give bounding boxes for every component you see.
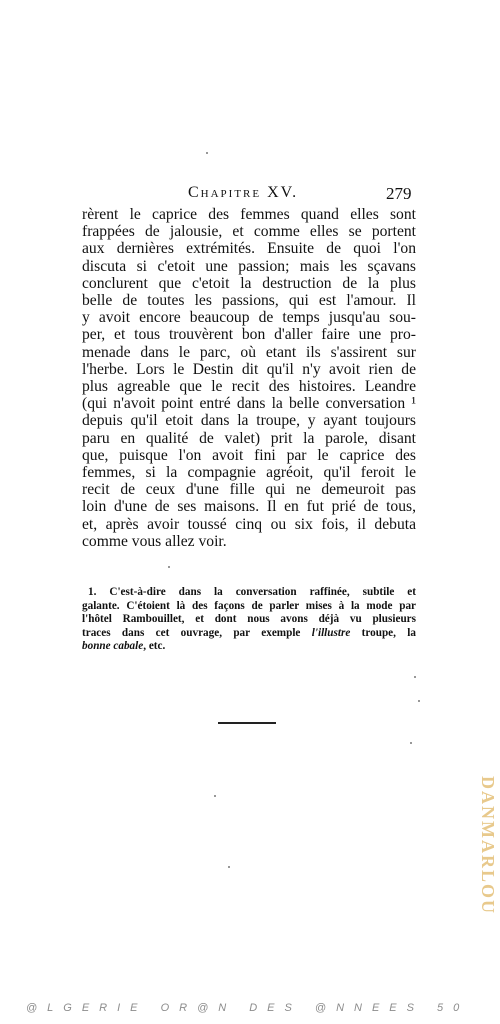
- text-line: frappées de jalousie, et comme elles se portent: [82, 223, 416, 241]
- text-line: plus agreable que le recit des histoires. Leandre: [82, 378, 416, 396]
- text-line: menade dans le parc, où etant ils s'assirent sur: [82, 343, 416, 361]
- text-line: que, puisque l'on avoit fini par le caprice des: [82, 446, 416, 464]
- body-text: [82, 206, 416, 550]
- text-line: y avoit encore beaucoup de temps jusqu'au sou-: [82, 309, 416, 327]
- page-number: 279: [386, 184, 412, 203]
- paper-speck: [418, 700, 420, 702]
- footnote-italic-term: l'illustre: [311, 626, 351, 639]
- footnote-line: 1. C'est-à-dire dans la conversation raffinée, subtile et: [88, 586, 416, 598]
- text-line: conclurent que c'etoit la destruction de la plus: [82, 274, 416, 292]
- paper-speck: [410, 742, 412, 744]
- section-end-rule: [218, 722, 276, 724]
- paper-speck: [228, 866, 230, 868]
- bottom-watermark: @LGERIE OR@N DES @NNEES 50: [26, 1002, 470, 1014]
- footnote: [82, 586, 416, 654]
- text-line: aux dernières extrémités. Ensuite de quoi l'on: [82, 240, 416, 258]
- paper-speck: [214, 795, 216, 797]
- text-line: depuis qu'il etoit dans la troupe, y ayant toujours: [82, 412, 416, 430]
- footnote-text: troupe, la: [350, 626, 416, 639]
- footnote-text: traces dans cet ouvrage, par exemple: [82, 626, 312, 639]
- paper-speck: [206, 152, 208, 154]
- text-line: et, après avoir toussé cinq ou six fois, il debuta: [82, 515, 416, 533]
- paper-speck: [168, 566, 170, 568]
- footnote-line: galante. C'étoient là des façons de parler mises à la mode par: [82, 599, 416, 612]
- text-line: l'herbe. Lors le Destin dit qu'il n'y avoit rien de: [82, 360, 416, 378]
- vertical-watermark: DANMARLOU: [478, 776, 498, 915]
- footnote-text: , etc.: [143, 640, 166, 653]
- text-line: paru en qualité de valet) prit la parole, disant: [82, 429, 416, 447]
- running-header: [0, 182, 500, 206]
- text-line: per, et tous trouvèrent bon d'aller faire une pro-: [82, 326, 416, 344]
- text-line: (qui n'avoit point entré dans la belle conversation ¹: [82, 395, 416, 413]
- text-line: loin d'une de ses maisons. Il en fut prié de tous,: [82, 498, 416, 516]
- chapter-title: Chapitre XV.: [188, 184, 299, 201]
- text-line: belle de toutes les passions, qui est l'amour. Il: [82, 292, 416, 310]
- text-line: discuta si c'etoit une passion; mais les sçavans: [82, 257, 416, 275]
- footnote-italic-term: bonne cabale: [82, 640, 144, 653]
- text-line: femmes, si la compagnie agréoit, qu'il feroit le: [82, 464, 416, 482]
- footnote-line: [82, 640, 416, 654]
- paper-speck: [414, 676, 416, 678]
- text-line: recit de ceux d'une fille qui ne demeuroit pas: [82, 481, 416, 499]
- footnote-line: l'hôtel Rambouillet, et dont nous avons déjà vu plusieurs: [82, 613, 416, 626]
- text-line: rèrent le caprice des femmes quand elles sont: [82, 206, 416, 223]
- text-line: comme vous allez voir.: [82, 532, 227, 550]
- footnote-line: [82, 627, 416, 641]
